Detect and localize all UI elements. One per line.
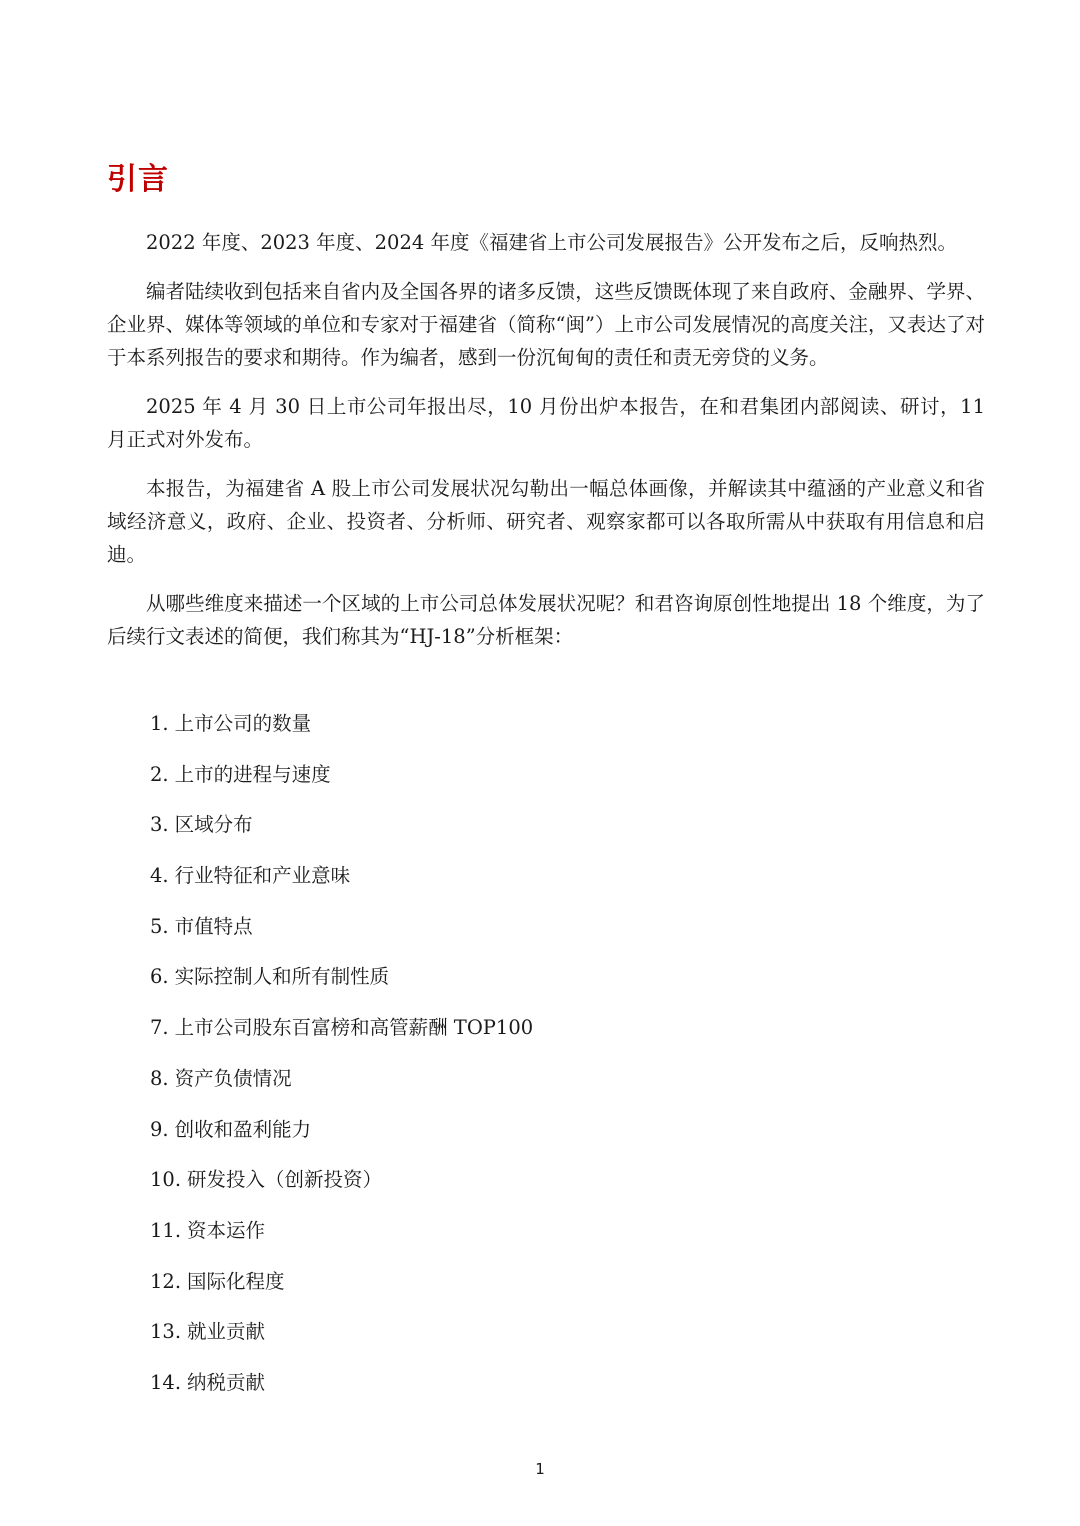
list-item	[150, 1264, 980, 1315]
list-item	[150, 757, 980, 808]
list-item-text: 创收和盈利能力	[174, 1117, 312, 1141]
list-item	[150, 1365, 980, 1416]
page-number: 1	[535, 1460, 545, 1478]
list-item	[150, 959, 980, 1010]
list-item	[150, 1213, 980, 1264]
list-item-text: 资本运作	[187, 1218, 266, 1242]
intro-paragraph: 从哪些维度来描述一个区域的上市公司总体发展状况呢？和君咨询原创性地提出 18 个维度，为了后续行文表述的简便，我们称其为“HJ-18”分析框架：	[107, 592, 985, 648]
list-item-number: 9.	[150, 1117, 169, 1141]
list-item-number: 13.	[150, 1320, 182, 1344]
list-item-text: 资产负债情况	[174, 1066, 292, 1090]
list-item-text: 上市公司的数量	[174, 712, 312, 735]
list-item-number: 11.	[150, 1218, 182, 1242]
list-item-number: 5.	[150, 914, 169, 938]
list-item	[150, 1061, 980, 1112]
list-item-number: 1.	[150, 712, 169, 735]
list-item-text: 上市的进程与速度	[174, 762, 331, 786]
list-item-number: 7.	[150, 1016, 169, 1040]
list-item	[150, 909, 980, 960]
list-item-text: 市值特点	[174, 914, 253, 938]
list-item-number: 4.	[150, 864, 169, 888]
list-item	[150, 1314, 980, 1365]
list-item-text: 就业贡献	[187, 1320, 266, 1344]
list-item-text: 研发投入（创新投资）	[187, 1168, 383, 1192]
list-item-text: 区域分布	[174, 813, 253, 837]
list-item-text: 实际控制人和所有制性质	[174, 965, 390, 989]
list-item-text: 国际化程度	[187, 1269, 285, 1293]
list-item	[150, 1010, 980, 1061]
list-item-number: 8.	[150, 1066, 169, 1090]
list-item-number: 2.	[150, 762, 169, 786]
list-item-number: 12.	[150, 1269, 182, 1293]
intro-paragraph: 2025 年 4 月 30 日上市公司年报出尽，10 月份出炉本报告，在和君集团内部阅读、研讨，11 月正式对外发布。	[107, 395, 985, 451]
list-item-number: 14.	[150, 1370, 182, 1394]
list-item-number: 6.	[150, 965, 169, 989]
list-item-text: 上市公司股东百富榜和高管薪酬 TOP100	[174, 1016, 534, 1040]
intro-paragraph: 本报告，为福建省 A 股上市公司发展状况勾勒出一幅总体画像，并解读其中蕴涵的产业意义和省域经济意义，政府、企业、投资者、分析师、研究者、观察家都可以各取所需从中获取有用信息和启迪。	[107, 477, 985, 566]
list-item	[150, 807, 980, 858]
list-item-number: 3.	[150, 813, 169, 837]
intro-paragraph: 2022 年度、2023 年度、2024 年度《福建省上市公司发展报告》公开发布之后，反响热烈。	[146, 231, 957, 254]
list-item-text: 行业特征和产业意味	[174, 864, 351, 888]
list-item	[150, 858, 980, 909]
intro-body	[107, 226, 985, 669]
section-heading: 引言	[107, 162, 169, 197]
list-item	[150, 1112, 980, 1163]
list-item-text: 纳税贡献	[187, 1370, 266, 1394]
framework-dimension-list	[150, 706, 980, 1416]
list-item	[150, 706, 980, 757]
intro-paragraph: 编者陆续收到包括来自省内及全国各界的诸多反馈，这些反馈既体现了来自政府、金融界、学界、企业界、媒体等领域的单位和专家对于福建省（简称“闽”）上市公司发展情况的高度关注，又表达了对于本系列报告的要求和期待。作为编者，感到一份沉甸甸的责任和责无旁贷的义务。	[107, 280, 985, 369]
list-item	[150, 1162, 980, 1213]
list-item-number: 10.	[150, 1168, 182, 1192]
